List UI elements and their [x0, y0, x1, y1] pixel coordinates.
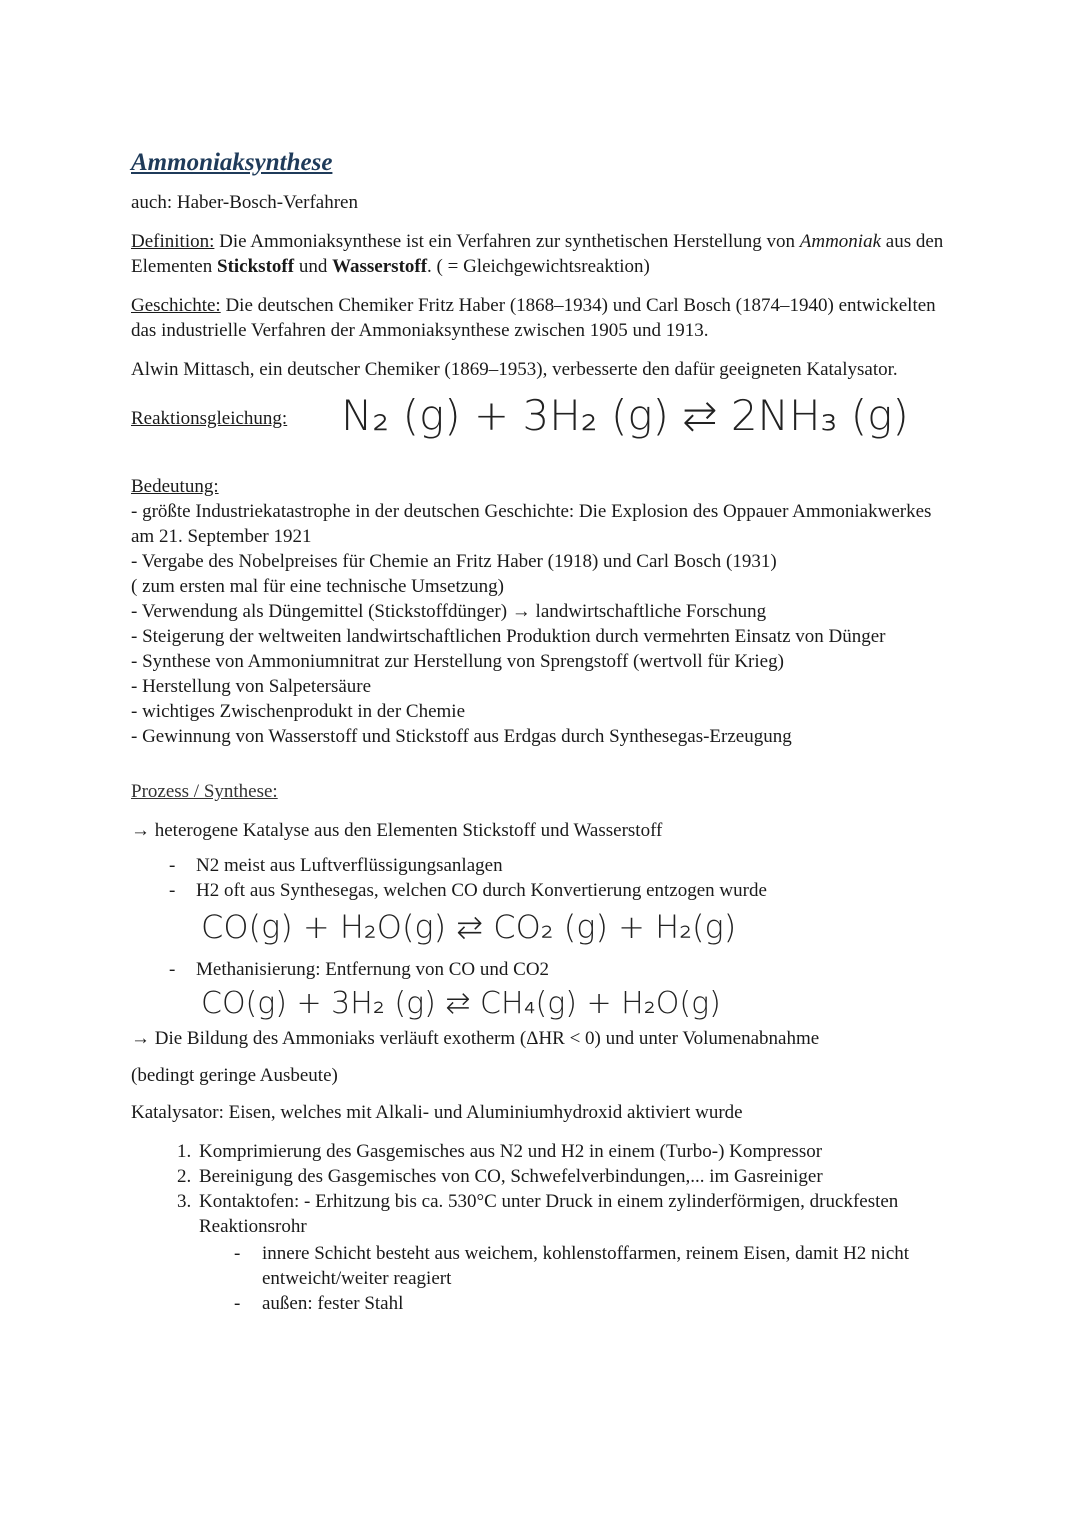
process-steps: [131, 1139, 951, 1239]
definition-text-3: und: [294, 256, 333, 277]
definition-stickstoff: Stickstoff: [217, 256, 295, 277]
formula-row-2: [131, 982, 951, 1026]
ammonia-reaction-equation: N₂ (g) + 3H₂ (g) ⇄ 2NH₃ (g): [341, 391, 909, 440]
bedeutung-line: - Herstellung von Salpetersäure: [131, 676, 372, 697]
definition-ammoniak: Ammoniak: [799, 231, 882, 252]
page-title: Ammoniaksynthese: [131, 149, 333, 176]
prozess-label: Prozess / Synthese:: [131, 781, 278, 802]
bedeutung-line: - Synthese von Ammoniumnitrat zur Herstellung von Sprengstoff (wertvoll für Krieg): [131, 651, 784, 672]
definition-text-2: aus den Elementen: [131, 231, 944, 277]
bedeutung-line: - Gewinnung von Wasserstoff und Stickstoff aus Erdgas durch Synthesegas-Erzeugung: [131, 726, 792, 747]
list-item: 1. Komprimierung des Gasgemisches aus N2 und H2 in einem (Turbo-) Kompressor: [196, 1139, 951, 1164]
list-item: 3. Kontaktofen: - Erhitzung bis ca. 530°C unter Druck in einem zylinderförmigen, druckfesten Reaktionsrohr: [196, 1189, 951, 1239]
bedeutung-line: - Verwendung als Düngemittel (Stickstoffdünger) → landwirtschaftliche Forschung: [131, 601, 767, 622]
list-item: 2. Bereinigung des Gasgemisches von CO, Schwefelverbindungen,... im Gasreiniger: [196, 1164, 951, 1189]
definition-paragraph: [131, 229, 951, 279]
geschichte-text: Die deutschen Chemiker Fritz Haber (1868–1934) und Carl Bosch (1874–1940) entwickelten das industrielle Verfahren der Ammoniaksynthese zwischen 1905 und 1913.: [131, 295, 936, 341]
document-page: [131, 148, 951, 1316]
list-item: - außen: fester Stahl: [234, 1291, 951, 1316]
reaction-label: Reaktionsgleichung:: [131, 408, 288, 429]
methanation-equation: CO(g) + 3H₂ (g) ⇄ CH₄(g) + H₂O(g): [201, 986, 721, 1021]
prozess-list-2: [131, 957, 951, 982]
list-item: - innere Schicht besteht aus weichem, kohlenstoffarmen, reinem Eisen, damit H2 nicht entweicht/weiter reagiert: [234, 1241, 951, 1291]
bedeutung-label: Bedeutung:: [131, 476, 219, 497]
mittasch-paragraph: Alwin Mittasch, ein deutscher Chemiker (1869–1953), verbesserte den dafür geeigneten Katalysator.: [131, 359, 898, 380]
bedeutung-section: [131, 474, 951, 749]
subtitle: auch: Haber-Bosch-Verfahren: [131, 192, 358, 213]
prozess-list: [131, 853, 951, 903]
kontaktofen-sublist: [131, 1241, 951, 1316]
bedeutung-line: - Steigerung der weltweiten landwirtschaftlichen Produktion durch vermehrten Einsatz von Dünger: [131, 626, 886, 647]
geschichte-label: Geschichte:: [131, 295, 221, 316]
definition-label: Definition:: [131, 231, 215, 252]
bedeutung-line: - Vergabe des Nobelpreises für Chemie an Fritz Haber (1918) und Carl Bosch (1931): [131, 551, 777, 572]
bedeutung-line: ( zum ersten mal für eine technische Umsetzung): [131, 576, 504, 597]
list-item: - Methanisierung: Entfernung von CO und CO2: [169, 957, 951, 982]
list-item: - H2 oft aus Synthesegas, welchen CO durch Konvertierung entzogen wurde: [169, 878, 951, 903]
bedeutung-line: - größte Industriekatastrophe in der deutschen Geschichte: Die Explosion des Oppauer Ammoniakwerkes am 21. September 1921: [131, 501, 932, 547]
formula-row-1: [131, 903, 951, 953]
prozess-intro: → heterogene Katalyse aus den Elementen Stickstoff und Wasserstoff: [131, 820, 663, 841]
definition-text-1: Die Ammoniaksynthese ist ein Verfahren zur synthetischen Herstellung von: [214, 231, 800, 252]
reaction-row: [131, 388, 951, 448]
geschichte-paragraph: [131, 293, 951, 343]
definition-text-4: . ( = Gleichgewichtsreaktion): [427, 256, 650, 277]
definition-wasserstoff: Wasserstoff: [332, 256, 428, 277]
ausbeute-line: (bedingt geringe Ausbeute): [131, 1065, 338, 1086]
water-gas-shift-equation: CO(g) + H₂O(g) ⇄ CO₂ (g) + H₂(g): [201, 908, 737, 946]
exotherm-line: → Die Bildung des Ammoniaks verläuft exotherm (ΔHR < 0) und unter Volumenabnahme: [131, 1028, 820, 1049]
bedeutung-line: - wichtiges Zwischenprodukt in der Chemie: [131, 701, 466, 722]
katalysator-line: Katalysator: Eisen, welches mit Alkali- und Aluminiumhydroxid aktiviert wurde: [131, 1102, 743, 1123]
list-item: - N2 meist aus Luftverflüssigungsanlagen: [169, 853, 951, 878]
